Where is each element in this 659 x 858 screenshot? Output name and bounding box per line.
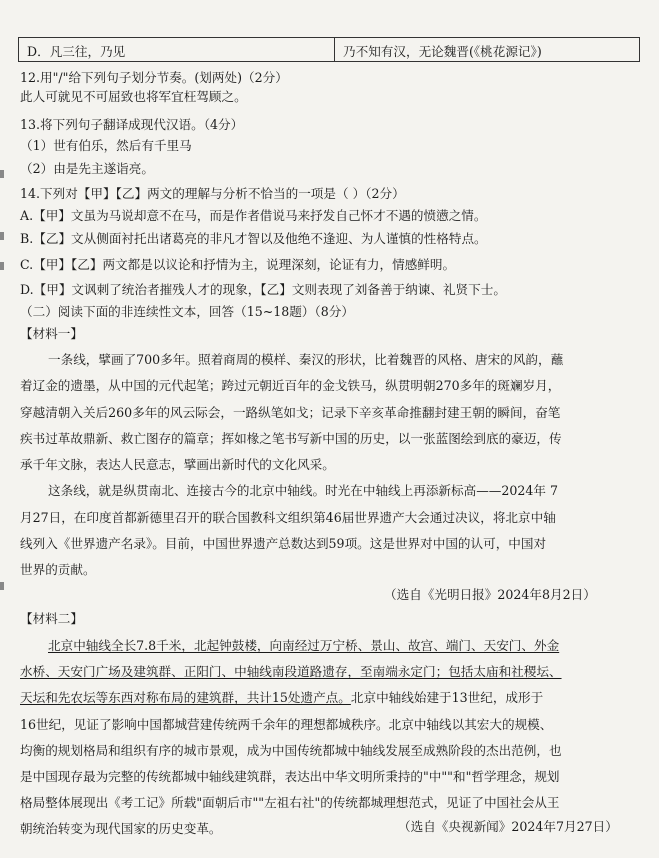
margin-mark bbox=[0, 582, 4, 590]
material-2-label: 【材料二】 bbox=[20, 611, 83, 626]
table-cell-right: 乃不知有汉，无论魏晋(《桃花源记》) bbox=[343, 44, 542, 59]
material-1-line: 一条线，擘画了700多年。照着商周的模样、秦汉的形状，比着魏晋的风格、唐宋的风韵，蘸 bbox=[48, 352, 564, 367]
material-2-underlined-span: 天坛和先农坛等东西对称布局的建筑群，共计15处遗产点。 bbox=[20, 690, 351, 705]
material-1-line: 线列入《世界遗产名录》。目前，中国世界遗产总数达到59项。这是世界对中国的认可，中国对 bbox=[20, 536, 547, 551]
section-2-heading: （二）阅读下面的非连续性文本，回答（15~18题）（8分） bbox=[20, 304, 354, 319]
material-2-underlined-line: 北京中轴线全长7.8千米，北起钟鼓楼，向南经过万宁桥、景山、故宫、端门、天安门、外金 bbox=[48, 638, 560, 653]
material-1-source: （选自《光明日报》2024年8月2日） bbox=[384, 587, 596, 602]
material-2-line-3 bbox=[20, 689, 543, 706]
table-cell-left: D．凡三往，乃见 bbox=[19, 38, 335, 61]
material-2-line: 格局整体展现出《考工记》所载"面朝后市""左祖右社"的传统都城理想范式，见证了中国社会从王 bbox=[20, 795, 560, 810]
margin-mark bbox=[0, 262, 4, 270]
material-1-line: 这条线，就是纵贯南北、连接古今的北京中轴线。时光在中轴线上再添新标高——2024年 7 bbox=[48, 483, 559, 498]
material-2-line: 16世纪，见证了影响中国都城营建传统两千余年的理想都城秩序。北京中轴线以其宏大的规模、 bbox=[20, 717, 553, 732]
material-2-plain-span: 北京中轴线始建于13世纪，成形于 bbox=[350, 690, 544, 705]
comparison-table-row bbox=[18, 37, 640, 62]
material-1-line: 世界的贡献。 bbox=[20, 562, 96, 577]
material-2-line: 均衡的规划格局和组织有序的城市景观，成为中国传统都城中轴线发展至成熟阶段的杰出范例，也 bbox=[20, 743, 562, 758]
material-2-line: 是中国现存最为完整的传统都城中轴线建筑群，表达出中华文明所秉持的"中""和"哲学理念，规划 bbox=[20, 769, 560, 784]
material-1-line: 疾书过革故鼎新、救亡图存的篇章；挥如椽之笔书写新中国的历史，以一张蓝图绘到底的豪迈，传 bbox=[20, 431, 562, 446]
question-12-sentence: 此人可就见不可屈致也将军宜枉驾顾之。 bbox=[20, 89, 247, 104]
question-13-prompt: 13.将下列句子翻译成现代汉语。（4分） bbox=[20, 117, 244, 132]
question-14-option-b: B.【乙】文从侧面衬托出诸葛亮的非凡才智以及他绝不逢迎、为人谨慎的性格特点。 bbox=[20, 231, 487, 246]
question-12-prompt: 12.用"/"给下列句子划分节奏。(划两处)（2分） bbox=[20, 70, 288, 85]
material-1-label: 【材料一】 bbox=[20, 326, 83, 341]
material-1-line: 月27日，在印度首都新德里召开的联合国教科文组织第46届世界遗产大会通过决议，将北京中轴 bbox=[20, 510, 556, 525]
material-2-line: 朝统治转变为现代国家的历史变革。 bbox=[20, 821, 222, 836]
material-1-line: 承千年文脉，表达人民意志，擘画出新时代的文化风采。 bbox=[20, 457, 335, 472]
material-2-source: （选自《央视新闻》2024年7月27日） bbox=[398, 819, 618, 834]
material-1-line: 着辽金的遗墨，从中国的元代起笔；跨过元朝近百年的金戈铁马，纵贯明朝270多年的斑斓岁月， bbox=[20, 378, 561, 393]
question-14-option-c: C.【甲】【乙】两文都是以议论和抒情为主，说理深刻，论证有力，情感鲜明。 bbox=[20, 257, 456, 272]
margin-mark bbox=[0, 232, 4, 240]
material-2-underlined-line: 水桥、天安门广场及建筑群、正阳门、中轴线南段道路遗存，至南端永定门；包括太庙和社稷坛、 bbox=[20, 664, 562, 679]
margin-mark bbox=[0, 170, 4, 178]
question-14-option-d: D.【甲】文讽刺了统治者摧残人才的现象，【乙】文则表现了刘备善于纳谏、礼贤下士。 bbox=[20, 282, 506, 297]
question-13-item-1: （1）世有伯乐，然后有千里马 bbox=[20, 138, 192, 153]
question-13-item-2: （2）由是先主遂诣亮。 bbox=[20, 161, 154, 176]
question-14-prompt: 14.下列对【甲】【乙】两文的理解与分析不恰当的一项是（ ）（2分） bbox=[20, 186, 405, 201]
question-14-option-a: A.【甲】文虽为马说却意不在马，而是作者借说马来抒发自己怀才不遇的愤懑之情。 bbox=[20, 208, 487, 223]
material-1-line: 穿越清朝入关后260多年的风云际会，一路纵笔如戈；记录下辛亥革命推翻封建王朝的瞬间，奋笔 bbox=[20, 405, 561, 420]
